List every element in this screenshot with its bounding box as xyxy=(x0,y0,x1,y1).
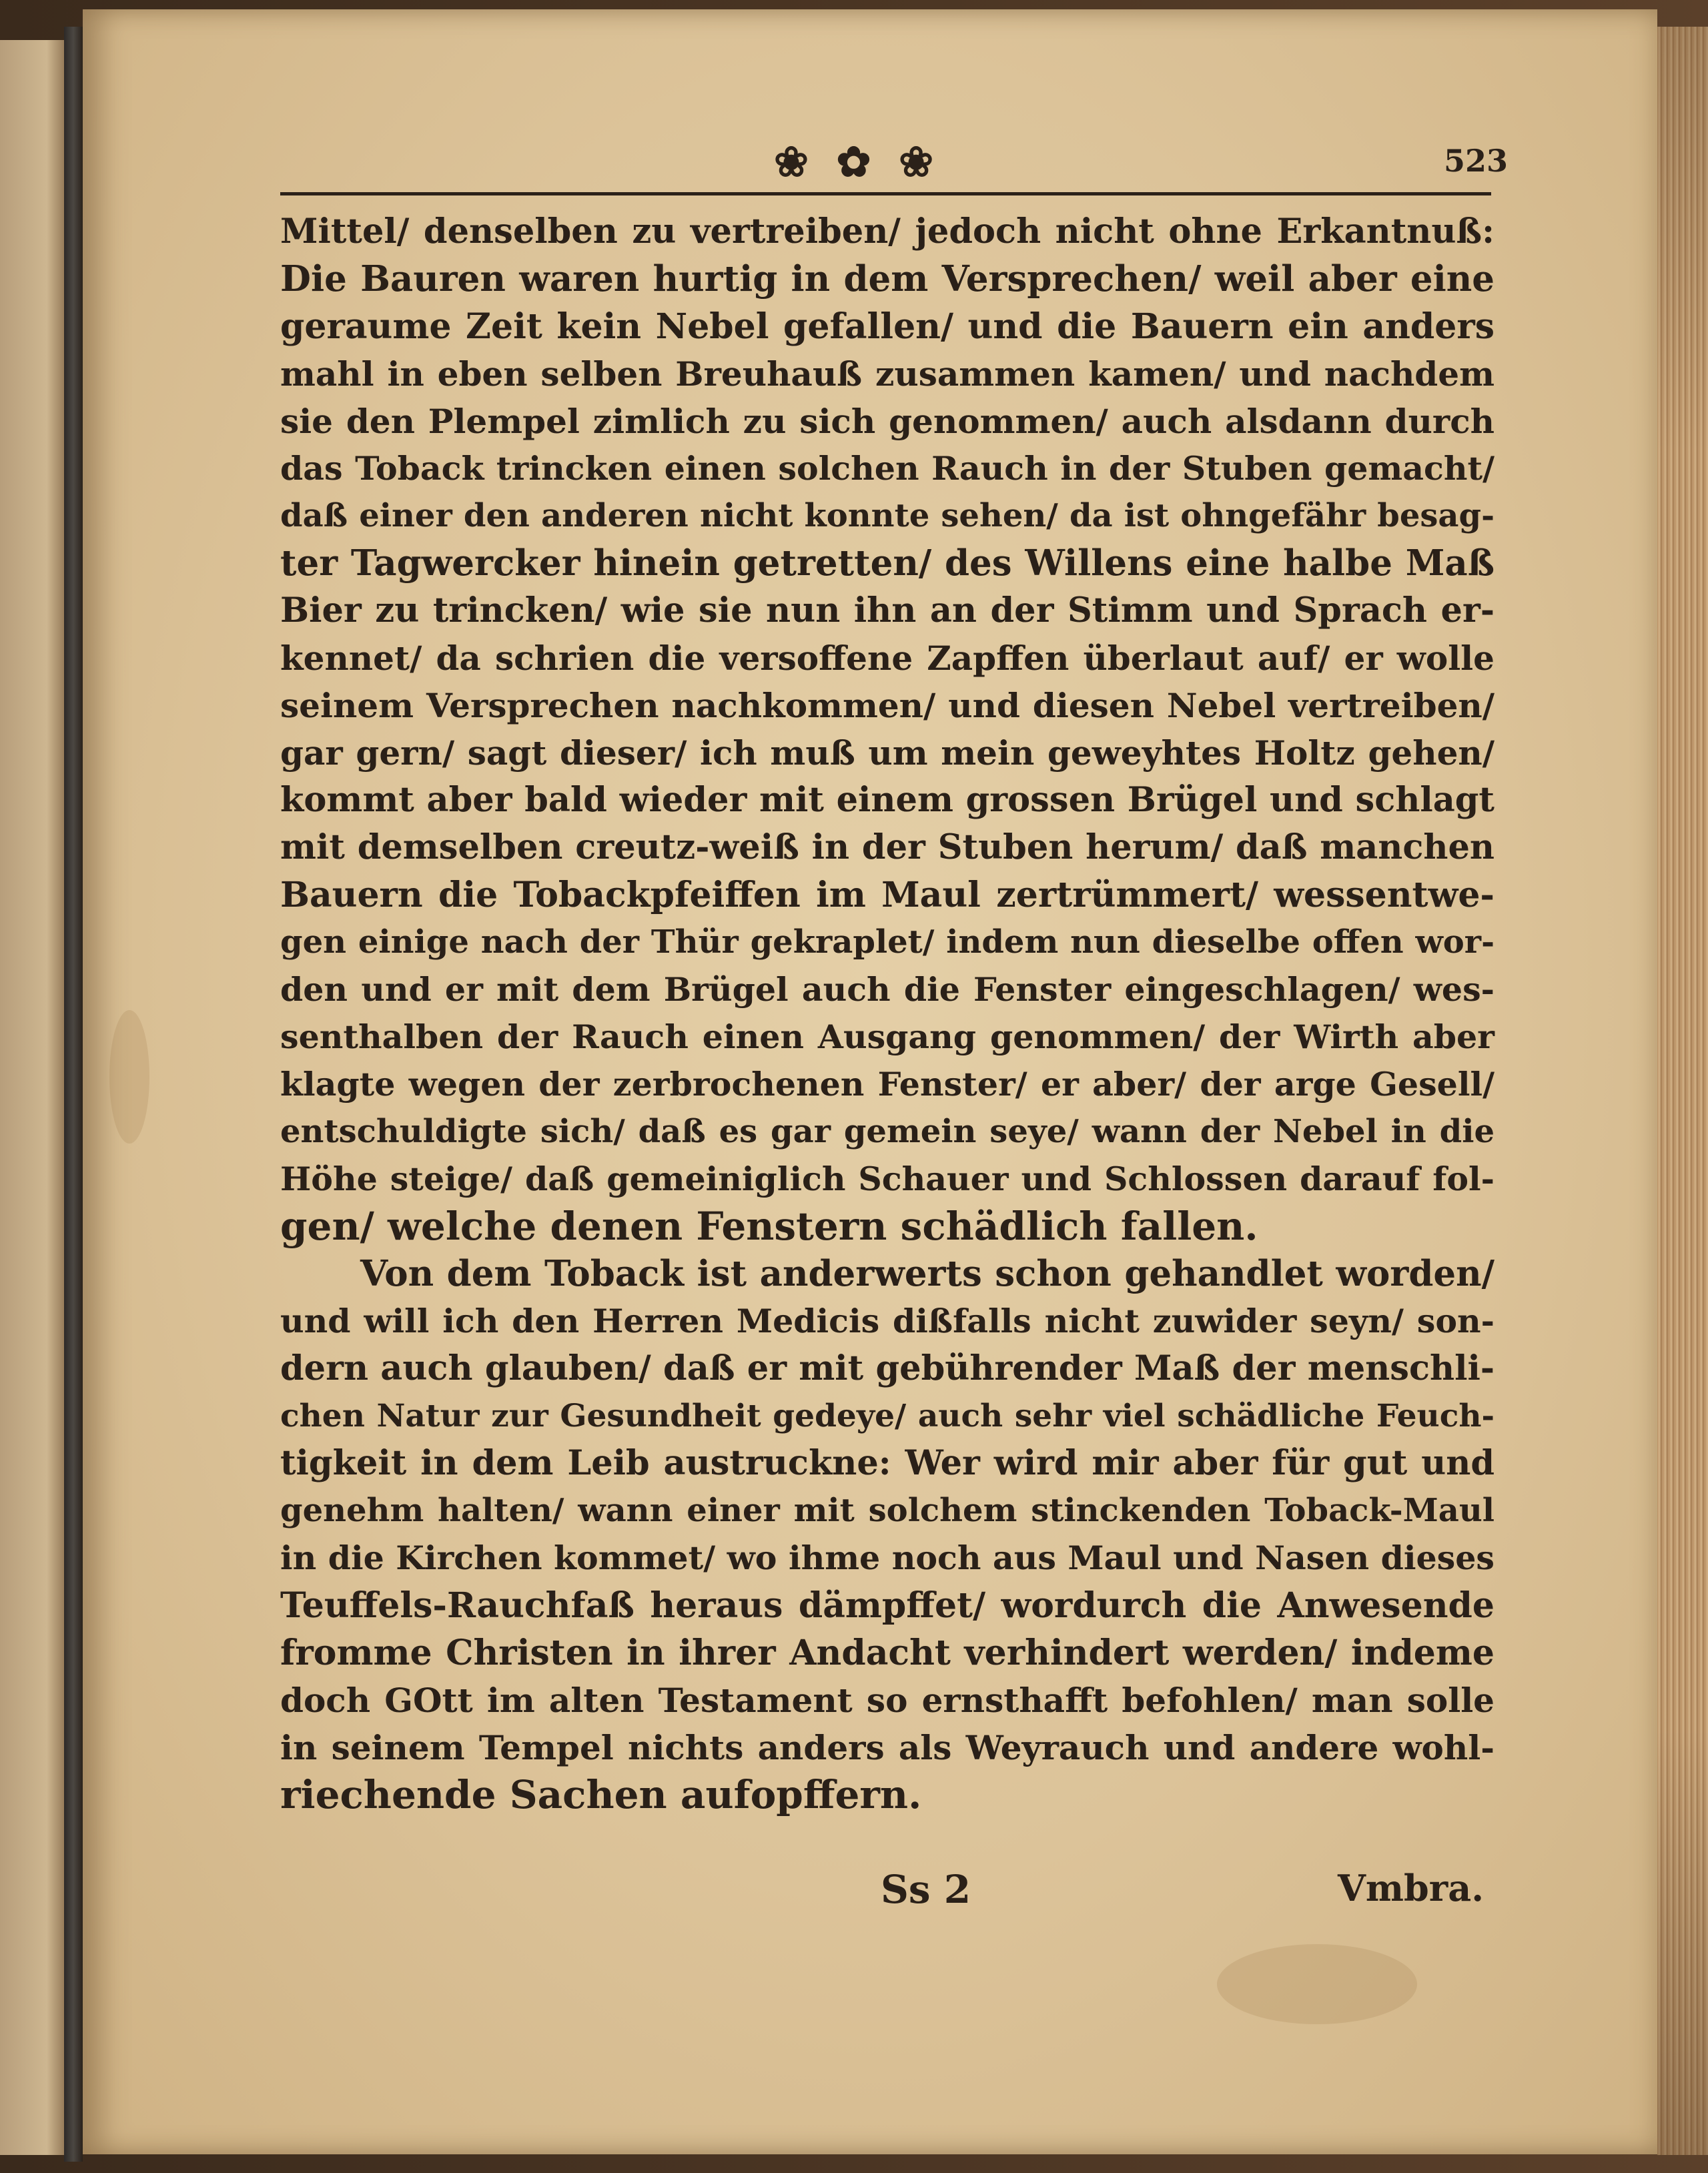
text-line: kennet/ da schrien die versoffene Zapffen überlaut auf/ er wolle xyxy=(280,638,1494,678)
page-edges-shade xyxy=(1657,27,1708,2155)
text-line: senthalben der Rauch einen Ausgang genommen/ der Wirth aber xyxy=(280,1017,1494,1056)
text-line: den und er mit dem Brügel auch die Fenster eingeschlagen/ wes- xyxy=(280,970,1494,1009)
book-gutter xyxy=(64,27,83,2162)
text-line: ter Tagwercker hinein getretten/ des Willens eine halbe Maß xyxy=(280,542,1494,584)
paragraph-end-line: riechende Sachen aufopffern. xyxy=(280,1772,922,1817)
paper-stain xyxy=(1217,1944,1417,2024)
body-text xyxy=(280,208,1494,1819)
text-line: kommt aber bald wieder mit einem grossen Brügel und schlagt xyxy=(280,780,1494,820)
paper-stain xyxy=(109,1010,149,1144)
text-line: mit demselben creutz-weiß in der Stuben herum/ daß manchen xyxy=(280,827,1494,867)
text-line: Bier zu trincken/ wie sie nun ihn an der Stimm und Sprach er- xyxy=(280,590,1494,630)
text-line: dern auch glauben/ daß er mit gebührender Maß der menschli- xyxy=(280,1348,1494,1388)
text-line: klagte wegen der zerbrochenen Fenster/ er aber/ der arge Gesell/ xyxy=(280,1065,1494,1104)
text-line: gar gern/ sagt dieser/ ich muß um mein geweyhtes Holtz gehen/ xyxy=(280,733,1494,773)
paragraph-end-line: gen/ welche denen Fenstern schädlich fallen. xyxy=(280,1204,1258,1249)
page-number: 523 xyxy=(1443,143,1508,179)
text-line: Mittel/ denselben zu vertreiben/ jedoch nicht ohne Erkantnuß: xyxy=(280,211,1494,252)
signature-mark: Ss 2 xyxy=(881,1867,971,1912)
paragraph-start-line: Von dem Toback ist anderwerts schon gehandlet worden/ xyxy=(360,1253,1494,1294)
text-line: das Toback trincken einen solchen Rauch in der Stuben gemacht/ xyxy=(280,449,1494,488)
text-line: doch GOtt im alten Testament so ernsthafft befohlen/ man solle xyxy=(280,1681,1494,1720)
text-line: seinem Versprechen nachkommen/ und diesen Nebel vertreiben/ xyxy=(280,686,1494,725)
text-line: genehm halten/ wann einer mit solchem stinckenden Toback-Maul xyxy=(280,1492,1494,1529)
text-line: tigkeit in dem Leib austruckne: Wer wird mir aber für gut und xyxy=(280,1443,1494,1483)
text-line: chen Natur zur Gesundheit gedeye/ auch sehr viel schädliche Feuch- xyxy=(280,1398,1494,1434)
text-line: geraume Zeit kein Nebel gefallen/ und die Bauern ein anders xyxy=(280,306,1494,347)
text-line: in die Kirchen kommet/ wo ihme noch aus Maul und Nasen dieses xyxy=(280,1539,1494,1577)
text-line: in seinem Tempel nichts anders als Weyrauch und andere wohl- xyxy=(280,1728,1494,1767)
text-line: Teuffels-Rauchfaß heraus dämpffet/ wordurch die Anwesende xyxy=(280,1585,1494,1626)
catchword: Vmbra. xyxy=(1338,1867,1484,1909)
text-line: und will ich den Herren Medicis dißfalls nicht zuwider seyn/ son- xyxy=(280,1302,1494,1340)
text-line: Die Bauren waren hurtig in dem Versprechen/ weil aber eine xyxy=(280,258,1494,300)
text-line: daß einer den anderen nicht konnte sehen/ da ist ohngefähr besag- xyxy=(280,497,1494,534)
header-ornament: ❀ ✿ ❀ xyxy=(774,137,941,186)
running-header xyxy=(267,137,1521,191)
facing-page-edge xyxy=(0,40,67,2155)
header-rule xyxy=(280,192,1491,195)
text-line: Höhe steige/ daß gemeiniglich Schauer und Schlossen darauf fol- xyxy=(280,1160,1494,1198)
text-line: Bauern die Tobackpfeiffen im Maul zertrümmert/ wessentwe- xyxy=(280,875,1494,915)
text-line: entschuldigte sich/ daß es gar gemein seye/ wann der Nebel in die xyxy=(280,1113,1494,1150)
text-line: fromme Christen in ihrer Andacht verhindert werden/ indeme xyxy=(280,1633,1494,1673)
text-line: sie den Plempel zimlich zu sich genommen/ auch alsdann durch xyxy=(280,402,1494,441)
text-line: mahl in eben selben Breuhauß zusammen kamen/ und nachdem xyxy=(280,354,1494,394)
text-line: gen einige nach der Thür gekraplet/ indem nun dieselbe offen wor- xyxy=(280,923,1494,961)
